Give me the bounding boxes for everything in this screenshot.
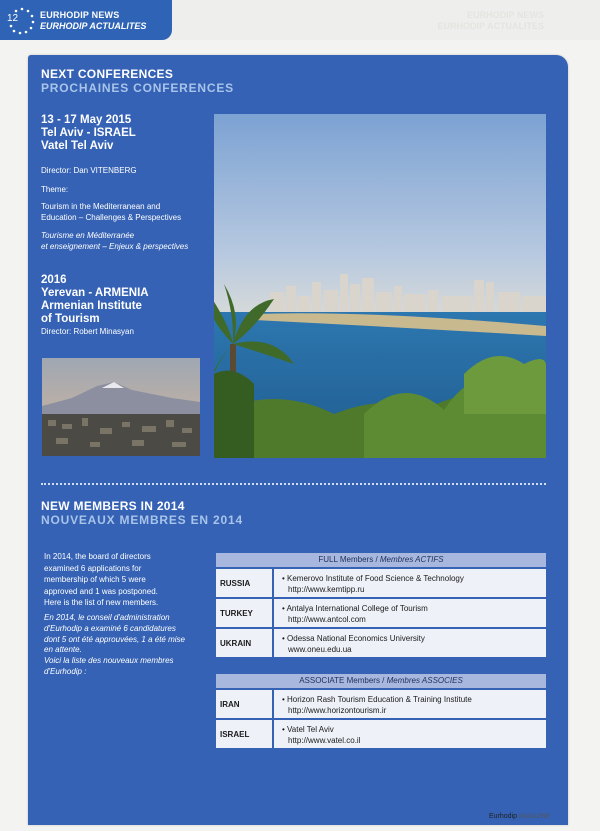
table-row	[216, 718, 546, 748]
member-details	[274, 629, 546, 657]
event2-location: Yerevan - ARMENIA	[41, 287, 149, 299]
members-intro-fr	[44, 613, 212, 678]
theme-en-line2: Education – Challenges & Perspectives	[41, 212, 182, 222]
header-title-en: EURHODIP NEWS	[40, 10, 120, 20]
member-country: UKRAIN	[216, 629, 274, 657]
theme-fr-line2: et enseignement – Enjeux & perspectives	[41, 241, 189, 251]
member-name: • Odessa National Economics University	[282, 634, 425, 643]
intro-fr-line: d'Eurhodip :	[44, 666, 87, 676]
footer-magazine-suffix: MAGAZINE	[518, 814, 551, 820]
tel-aviv-photo	[214, 114, 546, 458]
event1-venue: Vatel Tel Aviv	[41, 140, 114, 152]
intro-fr-line: En 2014, le conseil d'administration	[44, 613, 170, 622]
event1-theme-label: Theme:	[41, 185, 69, 194]
conferences-heading-en: NEXT CONFERENCES	[41, 67, 174, 81]
member-details	[274, 599, 546, 627]
full-members-table	[216, 553, 546, 657]
magazine-footer	[489, 813, 550, 820]
intro-en-line: examined 6 applications for	[44, 563, 142, 573]
intro-fr-line: en attente.	[44, 645, 82, 655]
assoc-header-en: ASSOCIATE Members /	[299, 676, 387, 685]
event1-director: Director: Dan VITENBERG	[41, 166, 137, 175]
intro-en-line: In 2014, the board of directors	[44, 552, 151, 561]
full-members-header	[216, 553, 546, 567]
member-name: • Antalya International College of Tourism	[282, 604, 428, 613]
intro-en-line: approved and 1 was postponed.	[44, 586, 158, 596]
member-country: TURKEY	[216, 599, 274, 627]
event2-institute-line2: of Tourism	[41, 313, 100, 325]
associate-members-table	[216, 674, 546, 748]
event2-title	[41, 274, 149, 326]
member-name: • Kemerovo Institute of Food Science & Technology	[282, 574, 464, 583]
member-country: ISRAEL	[216, 720, 274, 748]
event1-theme-fr	[41, 231, 188, 252]
member-details	[274, 690, 546, 718]
intro-en-line: membership of which 5 were	[44, 575, 146, 584]
associate-members-header	[216, 674, 546, 688]
assoc-header-fr: Membres ASSOCIES	[386, 676, 463, 685]
event1-title	[41, 114, 136, 153]
table-row	[216, 627, 546, 657]
event1-dates: 13 - 17 May 2015	[41, 114, 132, 126]
ghost-header-text: EURHODIP NEWS EURHODIP ACTUALITES	[437, 10, 544, 31]
section-divider	[41, 483, 546, 485]
header-tab	[0, 0, 172, 40]
page-number: 12	[7, 13, 19, 24]
member-url: http://www.vatel.co.il	[288, 736, 361, 745]
intro-fr-line: d'Eurhodip a examiné 6 candidatures	[44, 623, 176, 633]
members-heading-fr: NOUVEAUX MEMBRES EN 2014	[41, 513, 243, 527]
event1-location: Tel Aviv - ISRAEL	[41, 127, 136, 139]
member-details	[274, 569, 546, 597]
table-row	[216, 567, 546, 597]
yerevan-photo	[42, 358, 200, 456]
table-row	[216, 597, 546, 627]
theme-en-line1: Tourism in the Mediterranean and	[41, 202, 161, 211]
footer-magazine: Eurhodip	[489, 813, 518, 820]
intro-fr-line: Voici la liste des nouveaux membres	[44, 656, 174, 666]
member-country: IRAN	[216, 690, 274, 718]
member-url: http://www.antcol.com	[288, 615, 366, 624]
event2-director: Director: Robert Minasyan	[41, 327, 134, 336]
members-intro-en	[44, 551, 212, 609]
event2-institute-line1: Armenian Institute	[41, 300, 142, 312]
conferences-heading-fr: PROCHAINES CONFERENCES	[41, 81, 234, 95]
event2-year: 2016	[41, 274, 67, 286]
member-name: • Vatel Tel Aviv	[282, 725, 334, 734]
theme-fr-line1: Tourisme en Méditerranée	[41, 231, 135, 240]
member-url: www.oneu.edu.ua	[288, 645, 352, 654]
member-country: RUSSIA	[216, 569, 274, 597]
members-heading-en: NEW MEMBERS IN 2014	[41, 499, 185, 513]
intro-fr-line: dont 5 ont été approuvées, 1 a été mise	[44, 634, 185, 644]
table-row	[216, 688, 546, 718]
intro-en-line: Here is the list of new members.	[44, 598, 159, 607]
full-header-fr: Membres ACTIFS	[379, 555, 444, 564]
member-details	[274, 720, 546, 748]
member-url: http://www.horizontourism.ir	[288, 706, 387, 715]
full-header-en: FULL Members /	[318, 555, 380, 564]
event1-theme-en	[41, 202, 181, 223]
member-url: http://www.kemtipp.ru	[288, 585, 365, 594]
member-name: • Horizon Rash Tourism Education & Training Institute	[282, 695, 472, 704]
header-title-fr: EURHODIP ACTUALITES	[40, 21, 147, 31]
